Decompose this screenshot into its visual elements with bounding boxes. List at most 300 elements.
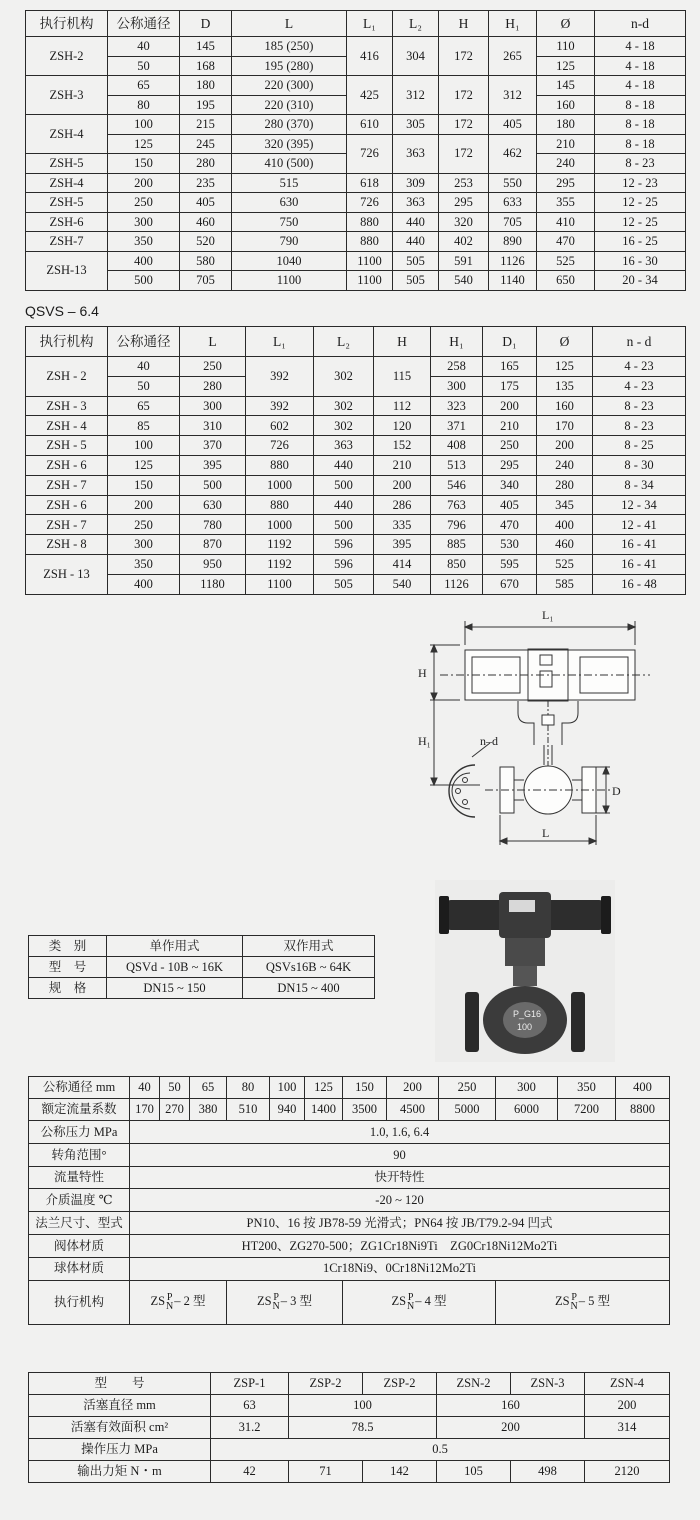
table2-cell-L1: 1000 [246, 515, 314, 535]
piston-model: ZSN-4 [585, 1373, 670, 1395]
table-row [29, 1121, 670, 1144]
table-row [29, 1212, 670, 1235]
table1-cell-nd: 12 - 23 [595, 173, 686, 193]
spec-actuator-label: 执行机构 [29, 1280, 130, 1324]
table1-cell-dn: 125 [108, 134, 180, 154]
table2-cell-actuator: ZSH - 13 [26, 554, 108, 594]
table1-cell-H: 295 [439, 193, 489, 213]
table2-cell-H: 152 [374, 436, 431, 456]
table-row [29, 1189, 670, 1212]
table2-cell-phi: 240 [537, 455, 593, 475]
table1-cell-D: 460 [180, 212, 232, 232]
table-row [29, 1143, 670, 1166]
valve-dimension-drawing [410, 605, 650, 855]
table2-cell-actuator: ZSH - 7 [26, 475, 108, 495]
table2-cell-L: 370 [180, 436, 246, 456]
table-row [26, 396, 686, 416]
piston-diam: 100 [289, 1395, 437, 1417]
table2-cell-D1: 295 [483, 455, 537, 475]
header-cell: D [180, 11, 232, 37]
dimension-table-1 [25, 10, 686, 291]
table2-cell-H1: 885 [431, 535, 483, 555]
section-label-qsvs: QSVS – 6.4 [25, 303, 99, 319]
model-sup: P [571, 1292, 577, 1304]
piston-diam: 200 [585, 1395, 670, 1417]
table2-cell-actuator: ZSH - 6 [26, 455, 108, 475]
table2-cell-phi: 170 [537, 416, 593, 436]
table2-cell-nd: 4 - 23 [593, 376, 686, 396]
table1-cell-L1: 726 [347, 193, 393, 213]
table1-cell-phi: 355 [537, 193, 595, 213]
table1-cell-D: 180 [180, 76, 232, 96]
table1-cell-D: 195 [180, 95, 232, 115]
table2-cell-L1: 1192 [246, 535, 314, 555]
table2-cell-L: 870 [180, 535, 246, 555]
table2-cell-L: 280 [180, 376, 246, 396]
drawing-label-L: L [542, 826, 550, 840]
table1-cell-D: 168 [180, 56, 232, 76]
table2-cell-H1: 371 [431, 416, 483, 436]
model-sub: N [407, 1301, 415, 1313]
table2-cell-L2: 500 [314, 475, 374, 495]
table2-cell-D1: 405 [483, 495, 537, 515]
type-table [28, 935, 375, 999]
header-cell: Ø [537, 11, 595, 37]
table2-cell-phi: 135 [537, 376, 593, 396]
table-row [26, 76, 686, 96]
table-row [29, 1257, 670, 1280]
piston-torque: 498 [511, 1461, 585, 1483]
photo-plate-dn: 100 [517, 1022, 533, 1032]
header-cell: H [439, 11, 489, 37]
table1-cell-nd: 16 - 30 [595, 251, 686, 271]
table2-cell-dn: 250 [108, 515, 180, 535]
table1-cell-L1: 416 [347, 37, 393, 76]
table1-cell-nd: 8 - 23 [595, 154, 686, 174]
table1-cell-dn: 65 [108, 76, 180, 96]
table2-cell-L: 950 [180, 554, 246, 574]
spec-dn-value: 100 [270, 1077, 305, 1099]
model-sup: P [166, 1292, 173, 1304]
table2-cell-H: 200 [374, 475, 431, 495]
table-row [26, 495, 686, 515]
table1-cell-H: 172 [439, 115, 489, 135]
header-cell: 公称通径 [108, 327, 180, 357]
spec-dn-value: 350 [558, 1077, 616, 1099]
table-row [26, 232, 686, 252]
table-row [26, 173, 686, 193]
table1-cell-actuator: ZSH-5 [26, 154, 108, 174]
table2-cell-L1: 602 [246, 416, 314, 436]
spec-flow-value: 7200 [558, 1099, 616, 1121]
spec-row-label: 转角范围° [29, 1143, 130, 1166]
table1-cell-H1: 1140 [489, 271, 537, 291]
table2-cell-D1: 670 [483, 574, 537, 594]
header-cell: L₂ [314, 327, 374, 357]
table2-cell-nd: 8 - 23 [593, 416, 686, 436]
piston-table [28, 1372, 670, 1483]
spec-flow-label: 额定流量系数 [29, 1099, 130, 1121]
drawing-label-nd: n–d [480, 734, 498, 748]
table2-cell-H: 286 [374, 495, 431, 515]
spec-row-value: 90 [130, 1143, 670, 1166]
model-pn [571, 1293, 578, 1311]
table-row [26, 251, 686, 271]
table2-cell-L: 500 [180, 475, 246, 495]
table1-cell-L1: 425 [347, 76, 393, 115]
table1-cell-H1: 633 [489, 193, 537, 213]
table1-cell-nd: 4 - 18 [595, 76, 686, 96]
spec-actuator-model [227, 1280, 343, 1324]
model-suffix: – 5 型 [578, 1293, 611, 1308]
table1-cell-nd: 12 - 25 [595, 193, 686, 213]
spec-dn-value: 300 [496, 1077, 558, 1099]
table2-cell-D1: 165 [483, 357, 537, 377]
table1-cell-L2: 312 [393, 76, 439, 115]
table1-cell-H: 320 [439, 212, 489, 232]
drawing-label-D: D [612, 784, 621, 798]
spec-row-value: PN10、16 按 JB78-59 光滑式；PN64 按 JB/T79.2-94 凹式 [130, 1212, 670, 1235]
table2-cell-phi: 160 [537, 396, 593, 416]
table1-cell-D: 145 [180, 37, 232, 57]
table2-cell-dn: 400 [108, 574, 180, 594]
table2-cell-H1: 408 [431, 436, 483, 456]
table2-cell-actuator: ZSH - 6 [26, 495, 108, 515]
table1-cell-L2: 305 [393, 115, 439, 135]
table2-cell-dn: 350 [108, 554, 180, 574]
table1-cell-actuator: ZSH-2 [26, 37, 108, 76]
model-prefix: ZS [391, 1293, 407, 1308]
table2-cell-H: 414 [374, 554, 431, 574]
table1-cell-phi: 145 [537, 76, 595, 96]
table2-cell-phi: 200 [537, 436, 593, 456]
table1-cell-L: 630 [232, 193, 347, 213]
table1-cell-H1: 312 [489, 76, 537, 115]
table-row [26, 515, 686, 535]
table2-cell-D1: 210 [483, 416, 537, 436]
table1-cell-H1: 550 [489, 173, 537, 193]
table-row [26, 455, 686, 475]
table2-cell-dn: 200 [108, 495, 180, 515]
table1-cell-D: 280 [180, 154, 232, 174]
table1-cell-D: 245 [180, 134, 232, 154]
table-row [26, 271, 686, 291]
spec-row-label: 流量特性 [29, 1166, 130, 1189]
model-sup: P [407, 1292, 414, 1304]
actuator-model-text [150, 1293, 205, 1311]
table2-cell-D1: 470 [483, 515, 537, 535]
piston-model: ZSP-2 [289, 1373, 363, 1395]
header-cell: 公称通径 [108, 11, 180, 37]
table2-cell-phi: 125 [537, 357, 593, 377]
table1-cell-L: 220 (300) [232, 76, 347, 96]
table1-cell-L2: 440 [393, 232, 439, 252]
table2-cell-dn: 50 [108, 376, 180, 396]
table1-cell-H1: 462 [489, 134, 537, 173]
table1-cell-L1: 610 [347, 115, 393, 135]
piston-torque: 71 [289, 1461, 363, 1483]
spec-table [28, 1076, 670, 1325]
table1-cell-dn: 40 [108, 37, 180, 57]
table-row [26, 115, 686, 135]
piston-model: ZSP-1 [211, 1373, 289, 1395]
table2-cell-D1: 200 [483, 396, 537, 416]
spec-flow-value: 4500 [387, 1099, 439, 1121]
spec-row-label: 球体材质 [29, 1257, 130, 1280]
spec-row-value: HT200、ZG270-500；ZG1Cr18Ni9Ti ZG0Cr18Ni12Mo2Ti [130, 1234, 670, 1257]
actuator-model-text [555, 1293, 610, 1311]
table1-cell-H1: 265 [489, 37, 537, 76]
piston-torque: 42 [211, 1461, 289, 1483]
table-row [29, 936, 375, 957]
table-row [29, 1166, 670, 1189]
table1-cell-actuator: ZSH-5 [26, 193, 108, 213]
spec-row-label: 法兰尺寸、型式 [29, 1212, 130, 1235]
type-row-value: 单作用式 [107, 936, 243, 957]
table2-cell-L2: 363 [314, 436, 374, 456]
spec-dn-value: 400 [616, 1077, 670, 1099]
table1-cell-nd: 12 - 25 [595, 212, 686, 232]
table2-cell-H1: 258 [431, 357, 483, 377]
table-row [26, 475, 686, 495]
table1-cell-L2: 304 [393, 37, 439, 76]
model-suffix: – 3 型 [280, 1293, 313, 1308]
spec-flow-value: 6000 [496, 1099, 558, 1121]
spec-row-label: 阀体材质 [29, 1234, 130, 1257]
table-row [26, 574, 686, 594]
spec-row-value: 快开特性 [130, 1166, 670, 1189]
dimension-table-2 [25, 326, 686, 595]
spec-flow-value: 380 [190, 1099, 227, 1121]
table2-cell-nd: 12 - 41 [593, 515, 686, 535]
table-row [26, 554, 686, 574]
spec-dn-value: 40 [130, 1077, 160, 1099]
table-row [26, 134, 686, 154]
spec-dn-value: 125 [305, 1077, 343, 1099]
table1-cell-H: 172 [439, 37, 489, 76]
piston-model: ZSN-2 [437, 1373, 511, 1395]
piston-pressure-label: 操作压力 MPa [29, 1439, 211, 1461]
table1-cell-dn: 500 [108, 271, 180, 291]
table2-cell-L1: 1000 [246, 475, 314, 495]
type-row-label: 型 号 [29, 957, 107, 978]
table2-cell-H1: 1126 [431, 574, 483, 594]
model-pn [166, 1293, 173, 1311]
table1-cell-L2: 363 [393, 134, 439, 173]
table2-cell-dn: 150 [108, 475, 180, 495]
table2-cell-H: 210 [374, 455, 431, 475]
table2-cell-dn: 40 [108, 357, 180, 377]
table2-cell-L: 630 [180, 495, 246, 515]
table2-cell-L2: 505 [314, 574, 374, 594]
table2-cell-actuator: ZSH - 3 [26, 396, 108, 416]
spec-flow-value: 8800 [616, 1099, 670, 1121]
table2-cell-dn: 85 [108, 416, 180, 436]
table1-cell-phi: 470 [537, 232, 595, 252]
model-prefix: ZS [150, 1293, 166, 1308]
table-row [29, 1461, 670, 1483]
piston-area: 314 [585, 1417, 670, 1439]
table1-cell-H1: 705 [489, 212, 537, 232]
header-cell: L₁ [347, 11, 393, 37]
spec-flow-value: 3500 [343, 1099, 387, 1121]
table1-cell-L1: 618 [347, 173, 393, 193]
table1-cell-phi: 650 [537, 271, 595, 291]
spec-row-value: -20 ~ 120 [130, 1189, 670, 1212]
table2-cell-phi: 280 [537, 475, 593, 495]
table2-cell-phi: 345 [537, 495, 593, 515]
table1-cell-phi: 210 [537, 134, 595, 154]
table2-cell-H: 120 [374, 416, 431, 436]
table1-cell-H: 591 [439, 251, 489, 271]
table2-cell-D1: 250 [483, 436, 537, 456]
table1-cell-L: 185 (250) [232, 37, 347, 57]
table1-cell-H1: 890 [489, 232, 537, 252]
table2-cell-H1: 796 [431, 515, 483, 535]
spec-dn-label: 公称通径 mm [29, 1077, 130, 1099]
table1-cell-L: 515 [232, 173, 347, 193]
model-suffix: – 4 型 [415, 1293, 447, 1308]
piston-area: 31.2 [211, 1417, 289, 1439]
table1-cell-L2: 309 [393, 173, 439, 193]
table2-cell-L2: 440 [314, 495, 374, 515]
table2-cell-L: 250 [180, 357, 246, 377]
spec-dn-value: 250 [439, 1077, 496, 1099]
table2-cell-L1: 1192 [246, 554, 314, 574]
table1-cell-nd: 8 - 18 [595, 134, 686, 154]
table2-cell-D1: 175 [483, 376, 537, 396]
table1-cell-L: 410 (500) [232, 154, 347, 174]
table2-cell-H: 115 [374, 357, 431, 397]
table-row [29, 1395, 670, 1417]
header-cell: L₁ [246, 327, 314, 357]
table2-cell-H1: 546 [431, 475, 483, 495]
type-row-label: 类 别 [29, 936, 107, 957]
table1-cell-L: 220 (310) [232, 95, 347, 115]
spec-actuator-model [496, 1280, 670, 1324]
table2-cell-H1: 300 [431, 376, 483, 396]
piston-diam: 63 [211, 1395, 289, 1417]
drawing-label-H: H [418, 666, 427, 680]
table2-cell-nd: 8 - 25 [593, 436, 686, 456]
table1-cell-phi: 125 [537, 56, 595, 76]
table2-cell-D1: 595 [483, 554, 537, 574]
table2-cell-phi: 585 [537, 574, 593, 594]
table2-cell-L1: 392 [246, 357, 314, 397]
piston-model-label: 型 号 [29, 1373, 211, 1395]
type-row-value: DN15 ~ 150 [107, 978, 243, 999]
piston-model: ZSP-2 [363, 1373, 437, 1395]
table1-cell-H: 253 [439, 173, 489, 193]
piston-area-label: 活塞有效面积 cm² [29, 1417, 211, 1439]
table1-cell-dn: 50 [108, 56, 180, 76]
header-cell: L [180, 327, 246, 357]
table1-cell-nd: 8 - 18 [595, 95, 686, 115]
table1-cell-nd: 4 - 18 [595, 37, 686, 57]
drawing-label-L1: L₁ [542, 608, 554, 622]
table-row [26, 535, 686, 555]
table1-cell-phi: 110 [537, 37, 595, 57]
table1-cell-L: 790 [232, 232, 347, 252]
table1-cell-D: 405 [180, 193, 232, 213]
table2-cell-phi: 460 [537, 535, 593, 555]
table1-cell-L1: 880 [347, 232, 393, 252]
header-cell: 执行机构 [26, 11, 108, 37]
model-sub: N [272, 1301, 280, 1313]
table2-cell-actuator: ZSH - 8 [26, 535, 108, 555]
table2-cell-H1: 850 [431, 554, 483, 574]
table2-cell-nd: 8 - 23 [593, 396, 686, 416]
table2-cell-L1: 880 [246, 455, 314, 475]
table1-cell-phi: 240 [537, 154, 595, 174]
type-row-label: 规 格 [29, 978, 107, 999]
piston-area: 200 [437, 1417, 585, 1439]
header-cell: n-d [595, 11, 686, 37]
table2-cell-L2: 500 [314, 515, 374, 535]
table-row [26, 212, 686, 232]
type-row-value: DN15 ~ 400 [243, 978, 375, 999]
table2-cell-H1: 323 [431, 396, 483, 416]
table1-cell-L2: 505 [393, 251, 439, 271]
table1-cell-dn: 400 [108, 251, 180, 271]
table2-cell-D1: 530 [483, 535, 537, 555]
type-row-value: QSVs16B ~ 64K [243, 957, 375, 978]
table1-cell-phi: 160 [537, 95, 595, 115]
header-cell: H₁ [489, 11, 537, 37]
spec-flow-value: 170 [130, 1099, 160, 1121]
table1-cell-L: 320 (395) [232, 134, 347, 154]
table-row [26, 436, 686, 456]
table-row [29, 1439, 670, 1461]
table2-cell-H: 335 [374, 515, 431, 535]
spec-dn-value: 200 [387, 1077, 439, 1099]
table2-cell-nd: 12 - 34 [593, 495, 686, 515]
model-prefix: ZS [554, 1293, 570, 1308]
table2-cell-L: 310 [180, 416, 246, 436]
table1-cell-actuator: ZSH-3 [26, 76, 108, 115]
model-sup: P [273, 1292, 279, 1304]
table1-cell-H: 172 [439, 76, 489, 115]
table1-cell-L: 1040 [232, 251, 347, 271]
table1-cell-L2: 363 [393, 193, 439, 213]
table1-cell-dn: 80 [108, 95, 180, 115]
actuator-model-text [391, 1293, 446, 1311]
table2-cell-L2: 596 [314, 535, 374, 555]
header-cell: 执行机构 [26, 327, 108, 357]
spec-flow-value: 5000 [439, 1099, 496, 1121]
spec-flow-value: 940 [270, 1099, 305, 1121]
table1-cell-L2: 505 [393, 271, 439, 291]
table1-cell-D: 705 [180, 271, 232, 291]
table2-cell-actuator: ZSH - 7 [26, 515, 108, 535]
table1-cell-H1: 405 [489, 115, 537, 135]
header-cell: H₁ [431, 327, 483, 357]
table1-cell-actuator: ZSH-7 [26, 232, 108, 252]
table2-cell-nd: 8 - 34 [593, 475, 686, 495]
table1-cell-L1: 1100 [347, 251, 393, 271]
table2-cell-L: 395 [180, 455, 246, 475]
piston-diam-label: 活塞直径 mm [29, 1395, 211, 1417]
table2-cell-phi: 525 [537, 554, 593, 574]
table2-cell-dn: 300 [108, 535, 180, 555]
table1-cell-L1: 880 [347, 212, 393, 232]
table-row [29, 978, 375, 999]
table2-cell-actuator: ZSH - 5 [26, 436, 108, 456]
spec-actuator-model [343, 1280, 496, 1324]
header-cell: L [232, 11, 347, 37]
table2-cell-L: 300 [180, 396, 246, 416]
table2-cell-H: 112 [374, 396, 431, 416]
